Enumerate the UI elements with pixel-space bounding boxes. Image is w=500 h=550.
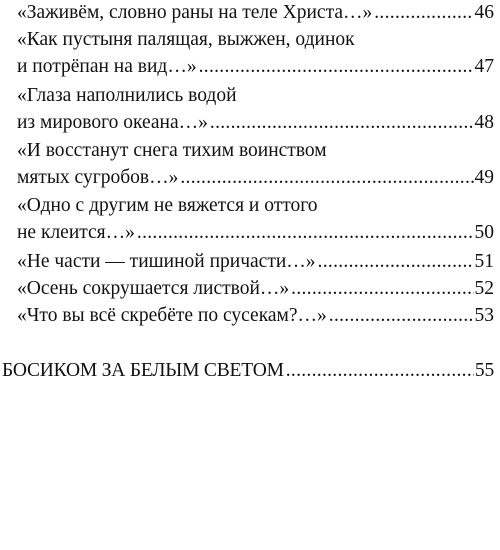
toc-entry bbox=[17, 84, 494, 134]
toc-line bbox=[17, 84, 494, 107]
toc-title-line: мятых сугробов…» bbox=[17, 167, 179, 188]
toc-line bbox=[17, 277, 494, 300]
toc-entry bbox=[17, 28, 494, 78]
toc-page-number: 48 bbox=[474, 112, 494, 133]
toc-line bbox=[17, 250, 494, 273]
toc-title-line: «Заживём, словно раны на теле Христа…» bbox=[17, 2, 373, 23]
toc-title-line: «Осень сокрушается листвой…» bbox=[17, 278, 290, 299]
toc-page-number: 51 bbox=[474, 251, 494, 272]
dot-leader bbox=[291, 277, 473, 300]
toc-page-number: 47 bbox=[474, 56, 494, 77]
toc-line bbox=[17, 304, 494, 327]
dot-leader bbox=[286, 359, 474, 382]
toc-page-number: 46 bbox=[474, 2, 494, 23]
toc-section bbox=[2, 359, 494, 382]
dot-leader bbox=[210, 111, 474, 134]
toc-entry bbox=[17, 139, 494, 189]
toc-page-number: 49 bbox=[474, 167, 494, 188]
toc-line bbox=[2, 359, 494, 382]
toc-line bbox=[17, 194, 494, 217]
toc-title-line: не клеится…» bbox=[17, 222, 135, 243]
dot-leader bbox=[137, 221, 474, 244]
toc-line bbox=[17, 111, 494, 134]
toc-title-line: «Что вы всё скребёте по сусекам?…» bbox=[17, 305, 327, 326]
toc-entry bbox=[17, 250, 494, 273]
toc-title-line: «Одно с другим не вяжется и оттого bbox=[17, 195, 318, 216]
toc-line bbox=[17, 1, 494, 24]
toc-line bbox=[17, 28, 494, 51]
dot-leader bbox=[374, 1, 473, 24]
toc-section-title: БОСИКОМ ЗА БЕЛЫМ СВЕТОМ bbox=[2, 360, 284, 381]
toc-page-number: 52 bbox=[474, 278, 494, 299]
toc-line bbox=[17, 55, 494, 78]
toc-entry bbox=[17, 304, 494, 327]
toc-title-line: «Глаза наполнились водой bbox=[17, 85, 237, 106]
toc-line bbox=[17, 166, 494, 189]
toc-line bbox=[17, 221, 494, 244]
toc-page-number: 50 bbox=[474, 222, 494, 243]
dot-leader bbox=[329, 304, 474, 327]
toc-page-number: 53 bbox=[474, 305, 494, 326]
toc-title-line: и потрёпан на вид…» bbox=[17, 56, 197, 77]
dot-leader bbox=[199, 55, 474, 78]
toc-entry bbox=[17, 194, 494, 244]
toc-title-line: «И восстанут снега тихим воинством bbox=[17, 140, 327, 161]
toc-entry bbox=[17, 277, 494, 300]
toc-title-line: «Не части — тишиной причасти…» bbox=[17, 251, 316, 272]
toc-title-line: «Как пустыня палящая, выжжен, одинок bbox=[17, 29, 355, 50]
toc-page-number: 55 bbox=[474, 360, 494, 381]
dot-leader bbox=[180, 166, 473, 189]
dot-leader bbox=[318, 250, 474, 273]
toc-line bbox=[17, 139, 494, 162]
toc-entry bbox=[17, 1, 494, 24]
toc-title-line: из мирового океана…» bbox=[17, 112, 208, 133]
